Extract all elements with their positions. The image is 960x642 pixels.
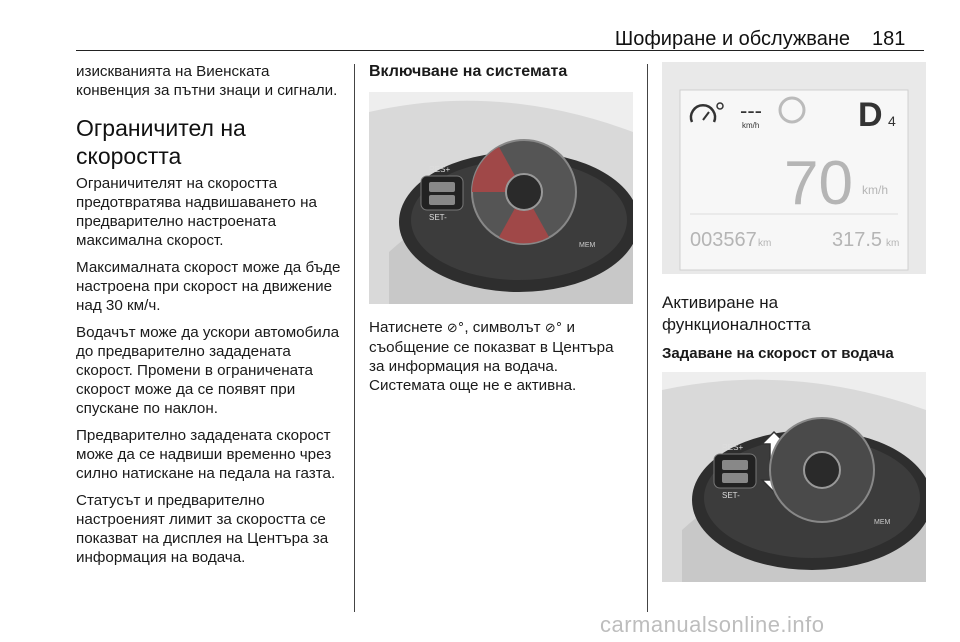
subsection-heading: Включване на системата [369, 63, 568, 80]
res-label: RES+ [429, 165, 451, 174]
speed-limiter-icon: ⊘° [544, 321, 563, 336]
set-label: SET- [429, 213, 447, 222]
odometer-unit: km [758, 238, 772, 249]
res-label: RES+ [722, 443, 744, 452]
paragraph: Статусът и предварително настроеният лимит за скоростта се показват на дисплея на Центъра за информация на водача. [76, 492, 329, 566]
instrument-display-figure [662, 62, 926, 274]
column-divider-2 [647, 64, 648, 612]
paragraph: Предварително зададената скорост може да се надвиши временно чрез силно натискане на педала на газта. [76, 427, 336, 482]
gear-indicator: D [858, 96, 883, 134]
speed-limiter-icon: ⊘° [446, 321, 465, 336]
column-1 [76, 62, 342, 575]
sub-subsection-heading: Задаване на скорост от водача [662, 345, 894, 362]
gear-number: 4 [888, 113, 896, 129]
trip-value: 317.5 [832, 229, 883, 251]
running-header-title: Шофиране и обслужване [614, 28, 850, 50]
trip-unit: km [886, 238, 900, 249]
section-heading: Ограничител на скоростта [76, 115, 246, 169]
header-rule [76, 50, 924, 51]
column-3 [662, 62, 926, 582]
instruction-text: Натиснете ⊘°, символът ⊘° и съобщение се показват в Центъра за информация на водача. Системата още не е активна. [369, 319, 614, 394]
mem-label: MEM [874, 519, 891, 526]
steering-wheel-figure-2 [662, 372, 926, 582]
paragraph: Максималната скорост може да бъде настроена при скорост на движение над 30 км/ч. [76, 259, 341, 314]
mem-label: MEM [579, 242, 596, 249]
column-2 [369, 62, 633, 403]
odometer-value: 003567 [690, 229, 757, 251]
footer-watermark: carmanualsonline.info [600, 612, 825, 637]
current-speed: 70 [784, 149, 853, 218]
limit-unit: km/h [742, 121, 760, 130]
intro-text: изискванията на Виенската конвенция за пътни знаци и сигнали. [76, 63, 338, 99]
limit-dashes: --- [740, 98, 762, 123]
subsection-heading: Активиране на функционалността [662, 293, 811, 334]
paragraph: Водачът може да ускори автомобила до предварително зададената скорост. Промени в ограничената скорост може да се появят при спускане по наклон. [76, 324, 340, 417]
page-number: 181 [872, 28, 906, 50]
speed-unit: km/h [862, 183, 889, 197]
column-divider-1 [354, 64, 355, 612]
steering-wheel-figure-1 [369, 92, 633, 304]
paragraph: Ограничителят на скоростта предотвратява надвишаването на предварително настроената максимална скорост. [76, 175, 317, 249]
set-label: SET- [722, 491, 740, 500]
